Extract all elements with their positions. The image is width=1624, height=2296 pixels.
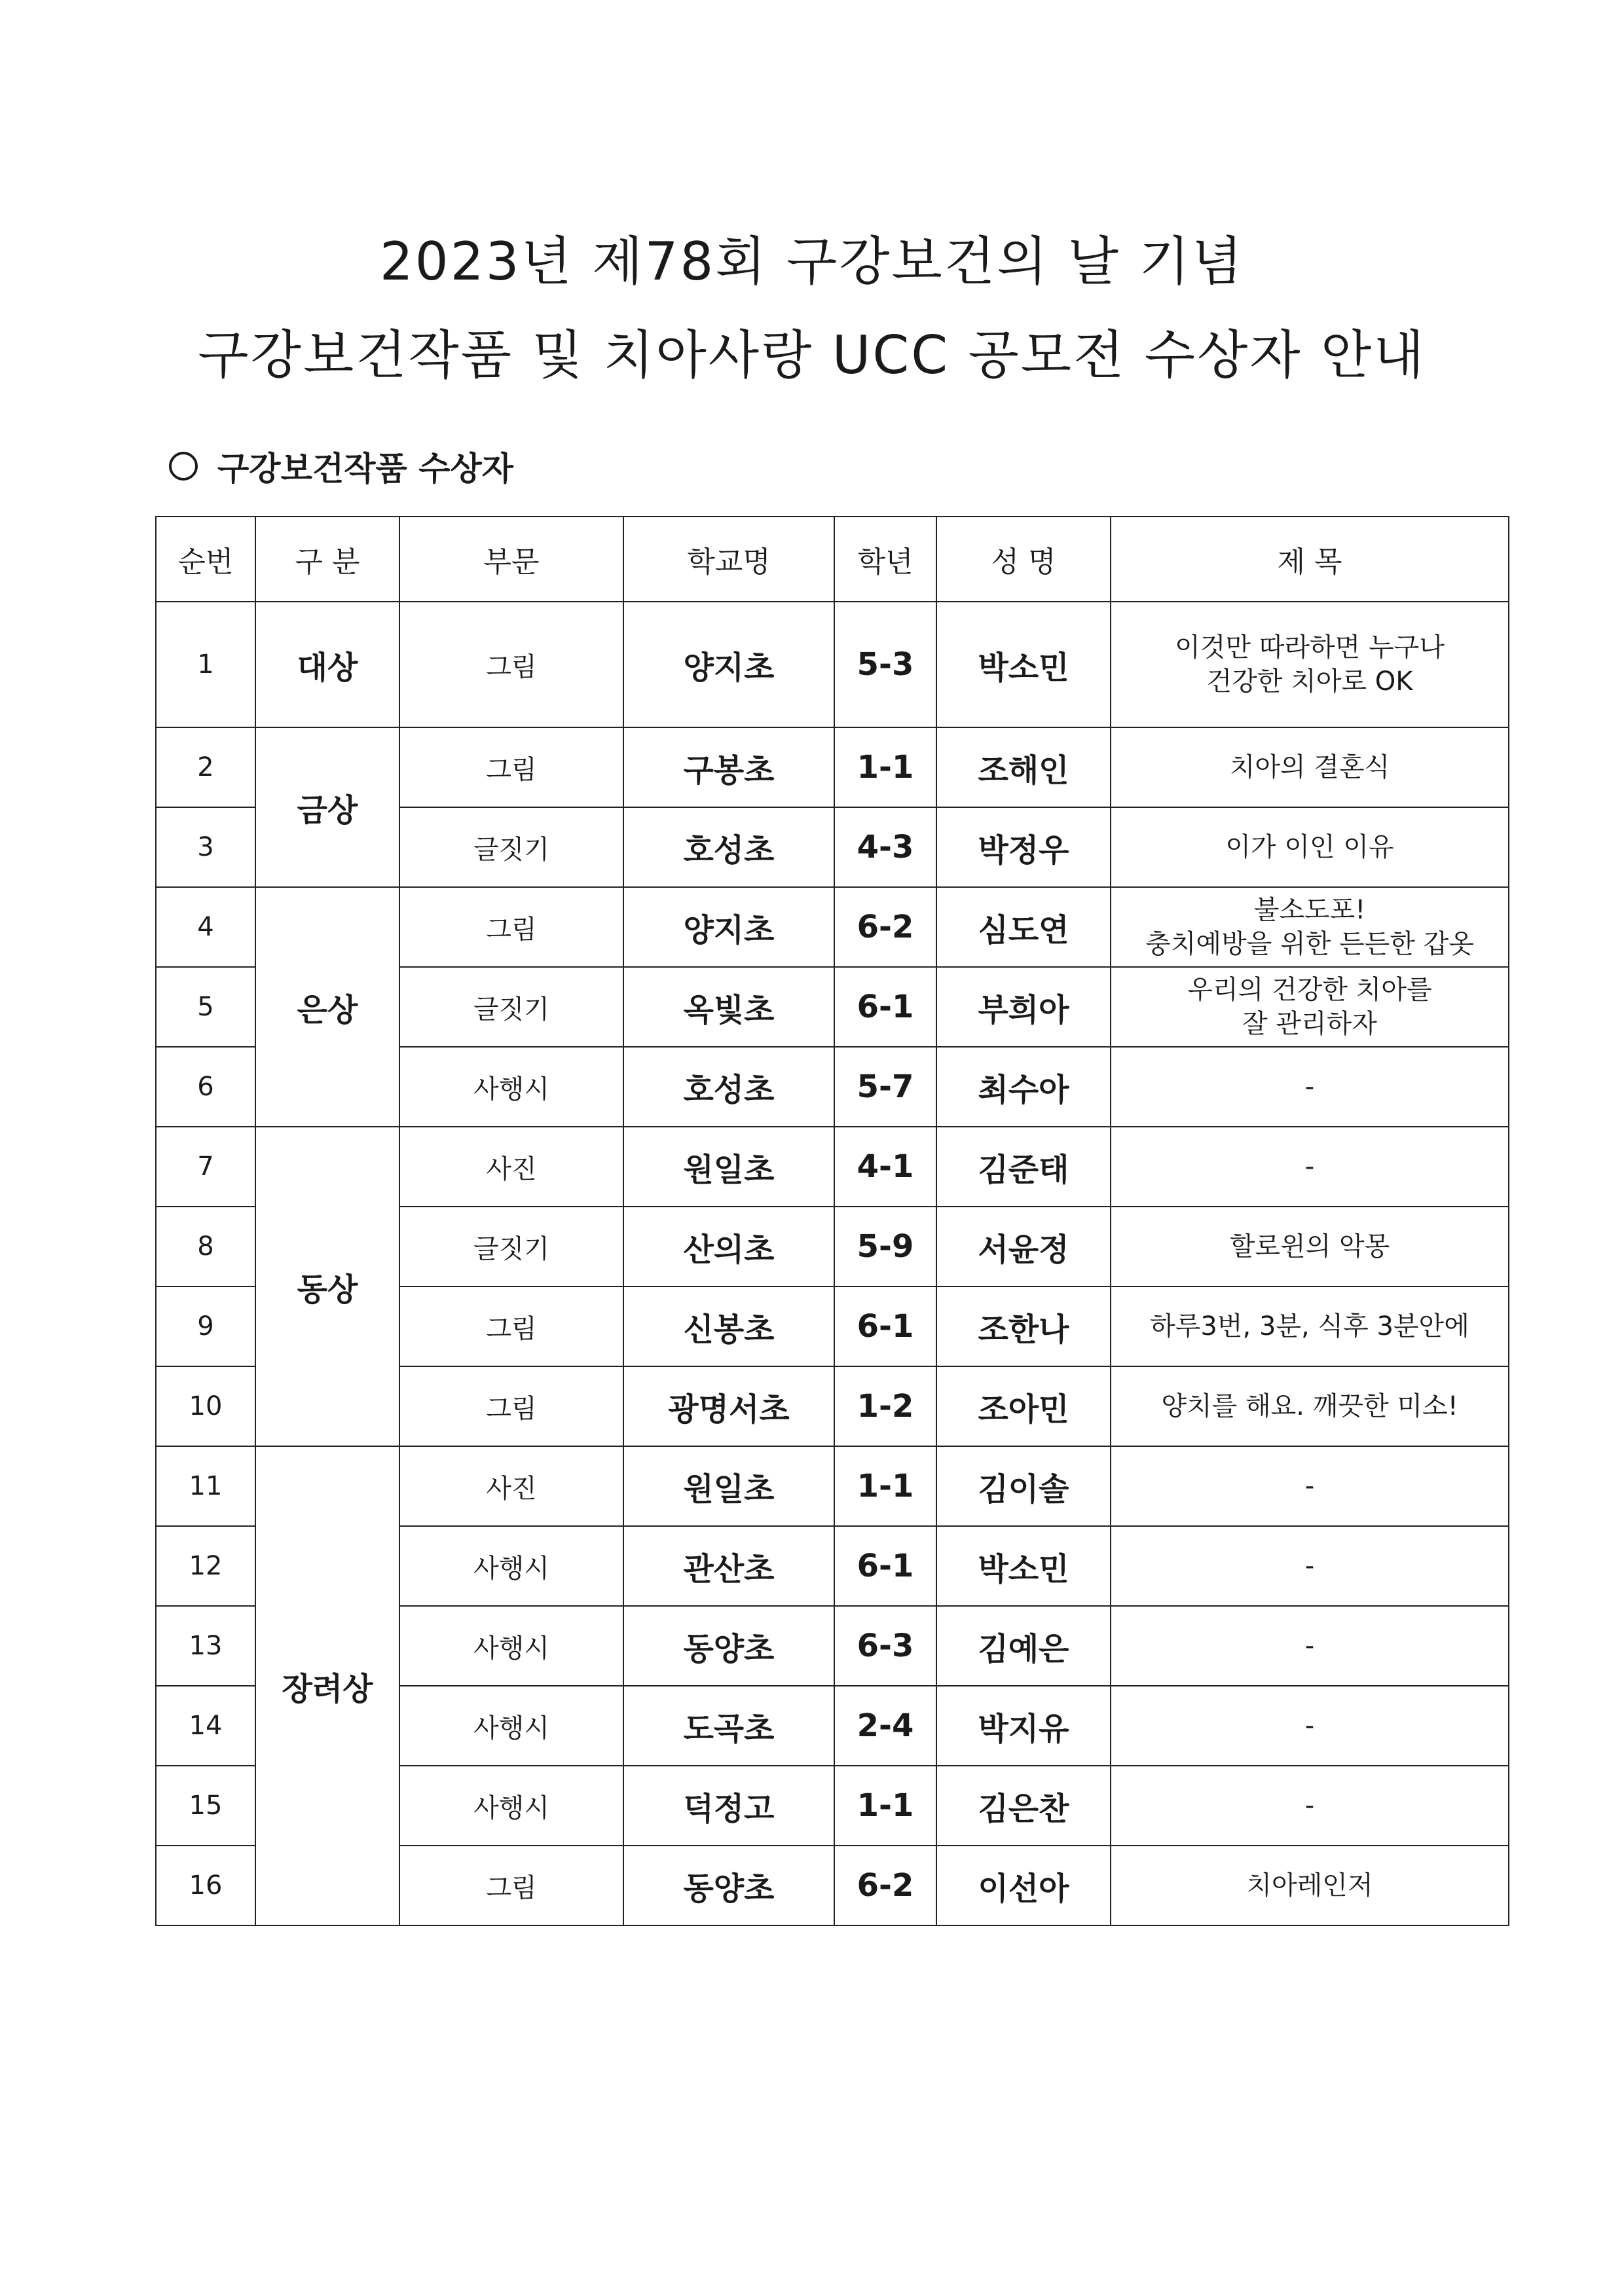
row-no: 4: [156, 887, 255, 967]
row-no: 2: [156, 727, 255, 807]
row-grade: 6-2: [834, 1846, 936, 1925]
row-no: 3: [156, 807, 255, 887]
row-grade: 1-1: [834, 727, 936, 807]
row-school: 산의초: [623, 1207, 834, 1286]
section-heading: [169, 443, 513, 490]
row-category: 그림: [399, 727, 623, 807]
row-no: 10: [156, 1366, 255, 1446]
row-category: 사진: [399, 1127, 623, 1207]
row-school: 옥빛초: [623, 967, 834, 1047]
row-category: 사행시: [399, 1047, 623, 1127]
row-name: 심도연: [936, 887, 1111, 967]
row-school: 원일초: [623, 1446, 834, 1526]
table-row: [156, 1446, 1509, 1526]
row-no: 5: [156, 967, 255, 1047]
row-grade: 5-9: [834, 1207, 936, 1286]
header-school: 학교명: [623, 517, 834, 602]
row-grade: 5-7: [834, 1047, 936, 1127]
header-category: 부문: [399, 517, 623, 602]
row-category: 글짓기: [399, 967, 623, 1047]
row-name: 박지유: [936, 1686, 1111, 1766]
row-grade: 6-1: [834, 1526, 936, 1606]
row-name: 김은찬: [936, 1766, 1111, 1846]
row-school: 관산초: [623, 1526, 834, 1606]
row-category: 그림: [399, 1846, 623, 1925]
row-school: 양지초: [623, 887, 834, 967]
row-name: 조한나: [936, 1286, 1111, 1366]
row-grade: 6-2: [834, 887, 936, 967]
row-name: 박소민: [936, 602, 1111, 727]
header-title: 제 목: [1111, 517, 1509, 602]
row-school: 동양초: [623, 1606, 834, 1686]
row-title: 할로윈의 악몽: [1111, 1207, 1509, 1286]
row-name: 서윤정: [936, 1207, 1111, 1286]
row-category: 사행시: [399, 1686, 623, 1766]
row-title: -: [1111, 1127, 1509, 1207]
document-title-line2: 구강보건작품 및 치아사랑 UCC 공모전 수상자 안내: [198, 325, 1426, 386]
row-school: 양지초: [623, 602, 834, 727]
row-category: 글짓기: [399, 1207, 623, 1286]
row-school: 원일초: [623, 1127, 834, 1207]
row-name: 김이솔: [936, 1446, 1111, 1526]
circle-bullet-icon: [169, 452, 198, 481]
row-school: 광명서초: [623, 1366, 834, 1446]
table-header-row: [156, 517, 1509, 602]
row-title: 이것만 따라하면 누구나 건강한 치아로 OK: [1111, 602, 1509, 727]
row-title: -: [1111, 1047, 1509, 1127]
row-title: -: [1111, 1766, 1509, 1846]
row-no: 8: [156, 1207, 255, 1286]
row-school: 도곡초: [623, 1686, 834, 1766]
row-category: 글짓기: [399, 807, 623, 887]
header-award: 구 분: [255, 517, 399, 602]
header-no: 순번: [156, 517, 255, 602]
row-category: 그림: [399, 887, 623, 967]
row-grade: 1-1: [834, 1446, 936, 1526]
winners-table: [155, 516, 1509, 1926]
row-no: 13: [156, 1606, 255, 1686]
table-row: [156, 602, 1509, 727]
row-grade: 6-1: [834, 1286, 936, 1366]
row-title: 하루3번, 3분, 식후 3분안에: [1111, 1286, 1509, 1366]
row-school: 덕정고: [623, 1766, 834, 1846]
award-bronze: 동상: [255, 1127, 399, 1446]
section-title: 구강보건작품 수상자: [217, 450, 514, 488]
row-school: 호성초: [623, 807, 834, 887]
header-name: 성 명: [936, 517, 1111, 602]
award-silver: 은상: [255, 887, 399, 1127]
award-merit: 장려상: [255, 1446, 399, 1925]
row-no: 11: [156, 1446, 255, 1526]
row-name: 김준태: [936, 1127, 1111, 1207]
table-row: [156, 1127, 1509, 1207]
document-title-line1: 2023년 제78회 구강보건의 날 기념: [379, 231, 1245, 292]
row-title: -: [1111, 1606, 1509, 1686]
row-title: -: [1111, 1446, 1509, 1526]
row-grade: 4-3: [834, 807, 936, 887]
row-category: 사행시: [399, 1526, 623, 1606]
row-title: 치아의 결혼식: [1111, 727, 1509, 807]
row-no: 12: [156, 1526, 255, 1606]
row-name: 최수아: [936, 1047, 1111, 1127]
header-grade: 학년: [834, 517, 936, 602]
row-grade: 5-3: [834, 602, 936, 727]
row-title: 치아레인저: [1111, 1846, 1509, 1925]
row-name: 부희아: [936, 967, 1111, 1047]
row-name: 조아민: [936, 1366, 1111, 1446]
row-name: 조해인: [936, 727, 1111, 807]
row-school: 구봉초: [623, 727, 834, 807]
row-name: 이선아: [936, 1846, 1111, 1925]
row-school: 신봉초: [623, 1286, 834, 1366]
row-grade: 6-1: [834, 967, 936, 1047]
row-category: 그림: [399, 602, 623, 727]
row-name: 박소민: [936, 1526, 1111, 1606]
row-grade: 4-1: [834, 1127, 936, 1207]
row-no: 15: [156, 1766, 255, 1846]
row-no: 9: [156, 1286, 255, 1366]
award-gold: 금상: [255, 727, 399, 887]
row-category: 사진: [399, 1446, 623, 1526]
row-name: 박정우: [936, 807, 1111, 887]
row-title: -: [1111, 1686, 1509, 1766]
row-grade: 2-4: [834, 1686, 936, 1766]
row-grade: 1-2: [834, 1366, 936, 1446]
row-category: 사행시: [399, 1766, 623, 1846]
row-school: 호성초: [623, 1047, 834, 1127]
table-row: [156, 887, 1509, 967]
row-title: 우리의 건강한 치아를 잘 관리하자: [1111, 967, 1509, 1047]
row-category: 사행시: [399, 1606, 623, 1686]
row-no: 14: [156, 1686, 255, 1766]
row-school: 동양초: [623, 1846, 834, 1925]
award-grand: 대상: [255, 602, 399, 727]
table-row: [156, 727, 1509, 807]
row-no: 1: [156, 602, 255, 727]
row-grade: 1-1: [834, 1766, 936, 1846]
row-title: 양치를 해요. 깨끗한 미소!: [1111, 1366, 1509, 1446]
row-name: 김예은: [936, 1606, 1111, 1686]
row-title: 이가 이인 이유: [1111, 807, 1509, 887]
row-title: 불소도포! 충치예방을 위한 든든한 갑옷: [1111, 887, 1509, 967]
row-category: 그림: [399, 1286, 623, 1366]
row-title: -: [1111, 1526, 1509, 1606]
row-no: 16: [156, 1846, 255, 1925]
row-category: 그림: [399, 1366, 623, 1446]
row-no: 7: [156, 1127, 255, 1207]
row-no: 6: [156, 1047, 255, 1127]
row-grade: 6-3: [834, 1606, 936, 1686]
